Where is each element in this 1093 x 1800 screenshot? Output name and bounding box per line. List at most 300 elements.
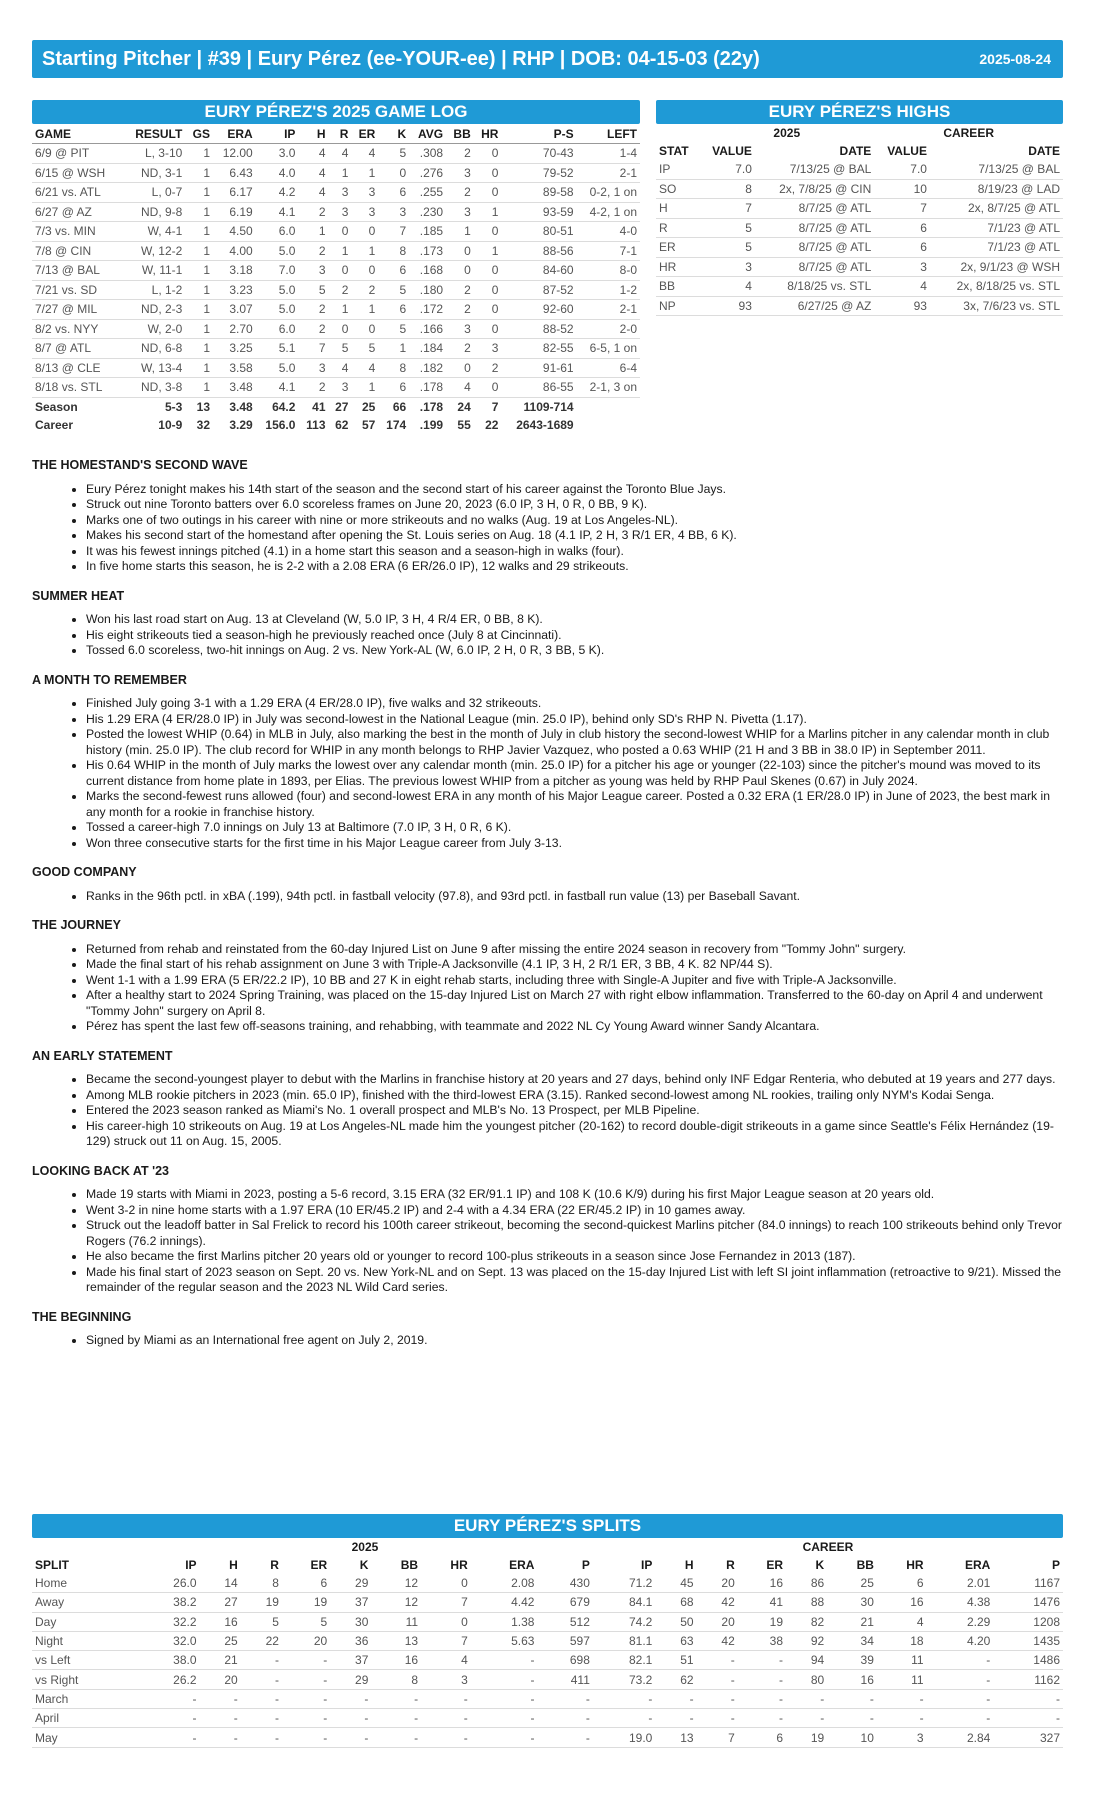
splits-cell: 21 [200, 1651, 241, 1670]
game-log-cell: W, 13-4 [122, 358, 185, 378]
game-log-cell: 4 [351, 358, 378, 378]
game-log-row [32, 300, 640, 320]
game-log-season-cell: 27 [335, 399, 349, 414]
splits-cell: - [827, 1709, 877, 1728]
game-log-season-cell: 3.48 [229, 399, 253, 414]
game-log-row [32, 339, 640, 359]
game-log-career-cell: 55 [457, 417, 471, 432]
splits-cell: 1.38 [471, 1612, 538, 1631]
splits-cell: 51 [655, 1651, 696, 1670]
game-log-cell: 6/21 vs. ATL [32, 183, 122, 203]
section-item: • Makes his second start of the homestand after opening the St. Louis series on Aug. 18 (4.1 IP, 2 H, 3 R/1 ER, 4 BB, 6 K). [86, 528, 1063, 544]
splits-cell: 7 [421, 1631, 471, 1650]
splits-header: R [726, 1558, 735, 1572]
game-log-cell: 2-1, 3 on [577, 378, 640, 398]
splits-cell: - [593, 1709, 655, 1728]
game-log-cell: 6.0 [256, 222, 299, 242]
notes-block [32, 673, 1063, 852]
splits-cell: - [697, 1670, 738, 1689]
splits-cell: - [200, 1689, 241, 1708]
splits-cell: 34 [827, 1631, 877, 1650]
game-log-season-cell: 24 [457, 399, 471, 414]
splits-cell: - [993, 1689, 1063, 1708]
splits-cell: 37 [330, 1651, 371, 1670]
game-log-cell: 3.23 [213, 280, 256, 300]
game-log-cell: 4 [329, 358, 352, 378]
section-item: • Tossed a career-high 7.0 innings on July 13 at Baltimore (7.0 IP, 3 H, 0 R, 6 K). [86, 820, 1063, 836]
highs-row [656, 179, 1063, 199]
splits-header: P [1051, 1558, 1060, 1572]
splits-cell: 41 [738, 1593, 786, 1612]
notes-block [32, 865, 1063, 904]
splits-cell: 42 [697, 1593, 738, 1612]
splits-cell: 71.2 [593, 1574, 655, 1593]
splits-cell: - [786, 1689, 827, 1708]
splits-panel [32, 1514, 1063, 1748]
section-list [32, 942, 1063, 1035]
splits-row [32, 1709, 1063, 1728]
game-log-row [32, 261, 640, 281]
section-item: • Ranks in the 96th pctl. in xBA (.199), 94th pctl. in fastball velocity (97.8), and 93rd pctl. in fastball run value (13) per Baseball Savant. [86, 889, 1063, 905]
splits-cell: 411 [537, 1670, 592, 1689]
game-log-panel [32, 100, 640, 434]
splits-cell: 4.38 [927, 1593, 994, 1612]
splits-cell: vs Left [32, 1651, 137, 1670]
splits-cell: 0 [421, 1574, 471, 1593]
notes-block [32, 589, 1063, 659]
section-item: • He also became the first Marlins pitcher 20 years old or younger to record 100-plus strikeouts in a season since Jose Fernandez in 2013 (187). [86, 1249, 1063, 1265]
game-log-cell: ND, 6-8 [122, 339, 185, 359]
game-log-cell: 0 [474, 300, 502, 320]
game-log-cell: 1 [185, 241, 213, 261]
splits-cell: 2.08 [471, 1574, 538, 1593]
splits-cell: 14 [200, 1574, 241, 1593]
game-log-cell: 4.50 [213, 222, 256, 242]
splits-cell: 50 [655, 1612, 696, 1631]
game-log-cell: W, 11-1 [122, 261, 185, 281]
game-log-cell: 2 [329, 280, 352, 300]
highs-cell: 6/27/25 @ AZ [755, 296, 874, 316]
splits-row [32, 1631, 1063, 1650]
splits-header: ER [766, 1558, 784, 1572]
splits-cell: - [655, 1689, 696, 1708]
game-log-cell: ND, 9-8 [122, 202, 185, 222]
game-log-season-cell: 13 [196, 399, 210, 414]
splits-cell: - [371, 1709, 421, 1728]
game-log-header: RESULT [122, 124, 185, 144]
splits-cell: 597 [537, 1631, 592, 1650]
splits-cell: - [697, 1709, 738, 1728]
splits-cell: 38.0 [137, 1651, 199, 1670]
game-log-cell: 1 [298, 222, 328, 242]
splits-cell: - [877, 1689, 927, 1708]
splits-cell: - [282, 1689, 330, 1708]
game-log-season-cell: 7 [491, 399, 499, 414]
splits-cell: 1162 [993, 1670, 1063, 1689]
game-log-header: AVG [409, 124, 446, 144]
splits-cell: - [738, 1670, 786, 1689]
splits-cell: 20 [200, 1670, 241, 1689]
game-log-cell: 79-52 [501, 163, 576, 183]
game-log-header: BB [446, 124, 474, 144]
game-log-cell: 3 [446, 319, 474, 339]
game-log-cell: 4 [298, 183, 328, 203]
game-log-cell: W, 2-0 [122, 319, 185, 339]
game-log-cell: .276 [409, 163, 446, 183]
game-log-cell: 6-5, 1 on [577, 339, 640, 359]
game-log-cell: 80-51 [501, 222, 576, 242]
game-log-cell: 6 [378, 378, 409, 398]
game-log-header: LEFT [577, 124, 640, 144]
splits-cell: - [330, 1689, 371, 1708]
splits-cell: - [471, 1670, 538, 1689]
highs-cell: H [656, 199, 699, 219]
game-log-cell: 6.19 [213, 202, 256, 222]
game-log-cell: 3.0 [256, 144, 299, 164]
splits-cell: 4 [877, 1612, 927, 1631]
highs-cell: 3 [874, 257, 930, 277]
game-log-cell: 6 [378, 183, 409, 203]
splits-cell: 88 [786, 1593, 827, 1612]
splits-cell: 39 [827, 1651, 877, 1670]
splits-cell: 19 [738, 1612, 786, 1631]
game-log-cell: 5 [378, 280, 409, 300]
highs-row [656, 160, 1063, 179]
game-log-cell: 1-4 [577, 144, 640, 164]
game-log-cell: 86-55 [501, 378, 576, 398]
game-log-header: R [329, 124, 352, 144]
game-log-cell: 0 [474, 222, 502, 242]
splits-cell: May [32, 1728, 137, 1747]
splits-cell: - [421, 1728, 471, 1747]
splits-cell: - [537, 1728, 592, 1747]
highs-cell: 8/7/25 @ ATL [755, 199, 874, 219]
game-log-row [32, 163, 640, 183]
game-log-cell: 1 [351, 163, 378, 183]
game-log-cell: 12.00 [213, 144, 256, 164]
game-log-career-cell: 57 [361, 417, 376, 432]
game-log-cell: 0 [474, 183, 502, 203]
splits-cell: 12 [371, 1593, 421, 1612]
game-log-cell: 0 [378, 163, 409, 183]
splits-cell: March [32, 1689, 137, 1708]
game-log-cell: W, 12-2 [122, 241, 185, 261]
section-list [32, 1187, 1063, 1296]
section-heading: A MONTH TO REMEMBER [32, 672, 187, 687]
game-log-header: P-S [501, 124, 576, 144]
section-item: • Won his last road start on Aug. 13 at Cleveland (W, 5.0 IP, 3 H, 4 R/4 ER, 0 BB, 8 K). [86, 612, 1063, 628]
game-log-cell: 6-4 [577, 358, 640, 378]
game-log-cell: 2-1 [577, 163, 640, 183]
game-log-cell: 7/13 @ BAL [32, 261, 122, 281]
highs-cell: 5 [699, 238, 755, 258]
splits-row [32, 1670, 1063, 1689]
game-log-cell: 2 [446, 339, 474, 359]
notes-block [32, 918, 1063, 1035]
game-log-cell: 0 [329, 319, 352, 339]
game-log-row [32, 358, 640, 378]
splits-header: ERA [964, 1558, 991, 1572]
splits-cell: 26.2 [137, 1670, 199, 1689]
game-log-cell: ND, 3-8 [122, 378, 185, 398]
splits-group-2025: 2025 [351, 1540, 379, 1554]
notes-block [32, 458, 1063, 575]
section-item: • His 0.64 WHIP in the month of July marks the lowest over any calendar month (min. 25.0 IP) for a pitcher his age or younger (22-103) since the pitcher's mound was moved to its current distance from home plate in 1893, per Elias. The previous lowest WHIP from a pitcher as young was held by RHP Paul Skenes (0.67) in July 2024. [86, 758, 1063, 789]
game-log-header: ER [351, 124, 378, 144]
highs-cell: 8/7/25 @ ATL [755, 257, 874, 277]
game-log-cell: 88-56 [501, 241, 576, 261]
game-log-cell: 4.1 [256, 202, 299, 222]
splits-cell: 86 [786, 1574, 827, 1593]
highs-cell: 7/1/23 @ ATL [930, 218, 1063, 238]
section-list [32, 612, 1063, 659]
game-log-cell: 6/15 @ WSH [32, 163, 122, 183]
game-log-cell: 3.18 [213, 261, 256, 281]
game-log-career-cell: 113 [306, 417, 326, 432]
page-header [32, 40, 1063, 78]
game-log-cell: 2-0 [577, 319, 640, 339]
game-log-cell: W, 4-1 [122, 222, 185, 242]
game-log-cell: 5.0 [256, 241, 299, 261]
game-log-cell: 4-2, 1 on [577, 202, 640, 222]
splits-cell: 11 [371, 1612, 421, 1631]
splits-cell: 20 [282, 1631, 330, 1650]
game-log-career-cell [577, 416, 640, 434]
game-log-cell: 2 [298, 300, 328, 320]
highs-cell: 7 [699, 199, 755, 219]
highs-cell: 8/7/25 @ ATL [755, 218, 874, 238]
game-log-cell: 1 [185, 319, 213, 339]
highs-cell: 4 [874, 277, 930, 297]
splits-title: EURY PÉREZ'S SPLITS [32, 1514, 1063, 1538]
splits-cell: 19 [241, 1593, 282, 1612]
section-item: • Struck out the leadoff batter in Sal Frelick to record his 100th career strikeout, becoming the second-quickest Marlins pitcher (84.0 innings) to reach 100 strikeouts behind only Trevor Rogers (76.2 innings). [86, 1218, 1063, 1249]
splits-cell: - [927, 1651, 994, 1670]
highs-header: VALUE [712, 144, 752, 158]
splits-cell: 0 [421, 1612, 471, 1631]
splits-cell: - [877, 1709, 927, 1728]
splits-cell: 2.01 [927, 1574, 994, 1593]
splits-cell: 38.2 [137, 1593, 199, 1612]
splits-cell: 73.2 [593, 1670, 655, 1689]
splits-cell: - [537, 1689, 592, 1708]
highs-cell: 6 [874, 238, 930, 258]
highs-row [656, 257, 1063, 277]
splits-cell: - [282, 1728, 330, 1747]
splits-cell: 5 [241, 1612, 282, 1631]
game-log-cell: 89-58 [501, 183, 576, 203]
splits-cell: - [241, 1670, 282, 1689]
game-log-cell: 0 [329, 222, 352, 242]
splits-cell: 80 [786, 1670, 827, 1689]
game-log-career-cell: 174 [386, 417, 407, 432]
highs-cell: 93 [874, 296, 930, 316]
splits-cell: 512 [537, 1612, 592, 1631]
game-log-cell: .180 [409, 280, 446, 300]
game-log-cell: 4 [446, 378, 474, 398]
game-log-cell: 0 [446, 241, 474, 261]
game-log-cell: 0 [351, 319, 378, 339]
section-item: • Pérez has spent the last few off-seasons training, and rehabbing, with teammate and 2022 NL Cy Young Award winner Sandy Alcantara. [86, 1019, 1063, 1035]
section-item: • Tossed 6.0 scoreless, two-hit innings on Aug. 2 vs. New York-AL (W, 6.0 IP, 2 H, 0 R, 3 BB, 5 K). [86, 643, 1063, 659]
section-list [32, 696, 1063, 851]
game-log-cell: 1 [185, 261, 213, 281]
game-log-header: GAME [32, 124, 122, 144]
highs-panel [656, 100, 1063, 316]
splits-header: P [581, 1558, 590, 1572]
game-log-cell: 4.2 [256, 183, 299, 203]
highs-cell: 6 [874, 218, 930, 238]
game-log-cell: 1 [351, 241, 378, 261]
highs-cell: SO [656, 179, 699, 199]
splits-cell: 1167 [993, 1574, 1063, 1593]
splits-header: HR [906, 1558, 924, 1572]
game-log-cell: 4 [351, 144, 378, 164]
game-log-cell: 1 [185, 163, 213, 183]
game-log-header: ERA [213, 124, 256, 144]
game-log-cell: 5 [351, 339, 378, 359]
splits-cell: - [827, 1689, 877, 1708]
highs-group-career: CAREER [943, 126, 994, 140]
splits-cell: 26.0 [137, 1574, 199, 1593]
splits-cell: - [471, 1689, 538, 1708]
splits-header: BB [400, 1558, 419, 1572]
game-log-row [32, 319, 640, 339]
splits-cell: - [282, 1651, 330, 1670]
splits-cell: 6 [877, 1574, 927, 1593]
game-log-cell: 82-55 [501, 339, 576, 359]
splits-cell: 82.1 [593, 1651, 655, 1670]
splits-cell: 29 [330, 1574, 371, 1593]
game-log-cell: 1 [185, 222, 213, 242]
section-item: • His career-high 10 strikeouts on Aug. 19 at Los Angeles-NL made him the youngest pitcher (20-162) to record double-digit strikeouts in a game since Seattle's Félix Hernández (19-129) struck out 11 on Aug. 15, 2005. [86, 1119, 1063, 1150]
game-log-title: EURY PÉREZ'S 2025 GAME LOG [32, 100, 640, 124]
splits-cell: 4.42 [471, 1593, 538, 1612]
splits-header: H [229, 1558, 238, 1572]
splits-cell: - [200, 1728, 241, 1747]
splits-cell: 7 [697, 1728, 738, 1747]
game-log-cell: 6.0 [256, 319, 299, 339]
game-log-cell: .185 [409, 222, 446, 242]
highs-cell: 4 [699, 277, 755, 297]
game-log-cell: 2 [446, 183, 474, 203]
splits-cell: 1476 [993, 1593, 1063, 1612]
game-log-cell: 6.17 [213, 183, 256, 203]
game-log-cell: 0 [446, 358, 474, 378]
game-log-cell: 70-43 [501, 144, 576, 164]
highs-cell: ER [656, 238, 699, 258]
header-title: Starting Pitcher | #39 | Eury Pérez (ee-YOUR-ee) | RHP | DOB: 04-15-03 (22y) [42, 47, 760, 70]
splits-cell: 327 [993, 1728, 1063, 1747]
game-log-season-row [32, 397, 640, 416]
splits-cell: - [330, 1709, 371, 1728]
game-log-cell: 7/21 vs. SD [32, 280, 122, 300]
game-log-cell: ND, 2-3 [122, 300, 185, 320]
splits-cell: 13 [371, 1631, 421, 1650]
game-log-cell: 3 [298, 261, 328, 281]
highs-cell: R [656, 218, 699, 238]
highs-cell: 7/13/25 @ BAL [930, 160, 1063, 179]
splits-cell: 4.20 [927, 1631, 994, 1650]
section-item: • Eury Pérez tonight makes his 14th start of the season and the second start of his career against the Toronto Blue Jays. [86, 482, 1063, 498]
game-log-cell: 7.0 [256, 261, 299, 281]
game-log-cell: 3 [351, 202, 378, 222]
game-log-cell: .168 [409, 261, 446, 281]
splits-cell: Night [32, 1631, 137, 1650]
game-log-row [32, 280, 640, 300]
game-log-cell: 84-60 [501, 261, 576, 281]
game-log-career-cell: 22 [485, 417, 499, 432]
splits-cell: 16 [200, 1612, 241, 1631]
game-log-cell: 0-2, 1 on [577, 183, 640, 203]
splits-cell: Away [32, 1593, 137, 1612]
game-log-cell: 1 [351, 300, 378, 320]
game-log-cell: L, 1-2 [122, 280, 185, 300]
game-log-cell: 0 [474, 163, 502, 183]
game-log-career-cell: 62 [335, 417, 349, 432]
game-log-cell: 0 [474, 378, 502, 398]
splits-row [32, 1612, 1063, 1631]
highs-cell: 5 [699, 218, 755, 238]
splits-cell: - [371, 1728, 421, 1747]
section-item: • Went 3-2 in nine home starts with a 1.97 ERA (10 ER/45.2 IP) and 2-4 with a 4.34 ERA (22 ER/45.2 IP) in 10 games away. [86, 1203, 1063, 1219]
section-item: • Entered the 2023 season ranked as Miami's No. 1 overall prospect and MLB's No. 13 Prospect, per MLB Pipeline. [86, 1103, 1063, 1119]
splits-header: R [270, 1558, 279, 1572]
game-log-cell: 3 [329, 378, 352, 398]
splits-cell: 37 [330, 1593, 371, 1612]
game-log-cell: 87-52 [501, 280, 576, 300]
splits-cell: April [32, 1709, 137, 1728]
splits-row [32, 1689, 1063, 1708]
game-log-cell: .182 [409, 358, 446, 378]
game-log-career-cell: 3.29 [229, 417, 253, 432]
highs-cell: IP [656, 160, 699, 179]
splits-cell: 27 [200, 1593, 241, 1612]
splits-cell: 8 [241, 1574, 282, 1593]
game-log-row [32, 144, 640, 164]
highs-cell: 7/13/25 @ BAL [755, 160, 874, 179]
splits-cell: 94 [786, 1651, 827, 1670]
game-log-header: GS [185, 124, 213, 144]
splits-row [32, 1728, 1063, 1747]
game-log-cell: 3 [474, 339, 502, 359]
splits-cell: 19 [282, 1593, 330, 1612]
game-log-cell: .172 [409, 300, 446, 320]
game-log-cell: 4.1 [256, 378, 299, 398]
splits-cell: 92 [786, 1631, 827, 1650]
splits-cell: - [471, 1728, 538, 1747]
highs-cell: 93 [699, 296, 755, 316]
splits-cell: 20 [697, 1612, 738, 1631]
game-log-cell: 1 [185, 339, 213, 359]
splits-cell: - [697, 1689, 738, 1708]
game-log-cell: 1 [351, 378, 378, 398]
game-log-cell: 2 [446, 280, 474, 300]
highs-cell: 7 [874, 199, 930, 219]
game-log-cell: 8/13 @ CLE [32, 358, 122, 378]
splits-cell: 698 [537, 1651, 592, 1670]
game-log-row [32, 378, 640, 398]
section-heading: THE BEGINNING [32, 1309, 132, 1324]
highs-cell: 3 [699, 257, 755, 277]
splits-cell: 1208 [993, 1612, 1063, 1631]
splits-cell: 3 [421, 1670, 471, 1689]
highs-header: DATE [1028, 144, 1060, 158]
section-item: • Became the second-youngest player to debut with the Marlins in franchise history at 20 years and 27 days, behind only INF Edgar Renteria, who debuted at 19 years and 277 days. [86, 1072, 1063, 1088]
game-log-cell: 5 [378, 144, 409, 164]
section-item: • Among MLB rookie pitchers in 2023 (min. 65.0 IP), finished with the third-lowest ERA (3.15). Ranked second-lowest among NL rookies, trailing only NYM's Kodai Senga. [86, 1088, 1063, 1104]
game-log-cell: 1 [378, 339, 409, 359]
